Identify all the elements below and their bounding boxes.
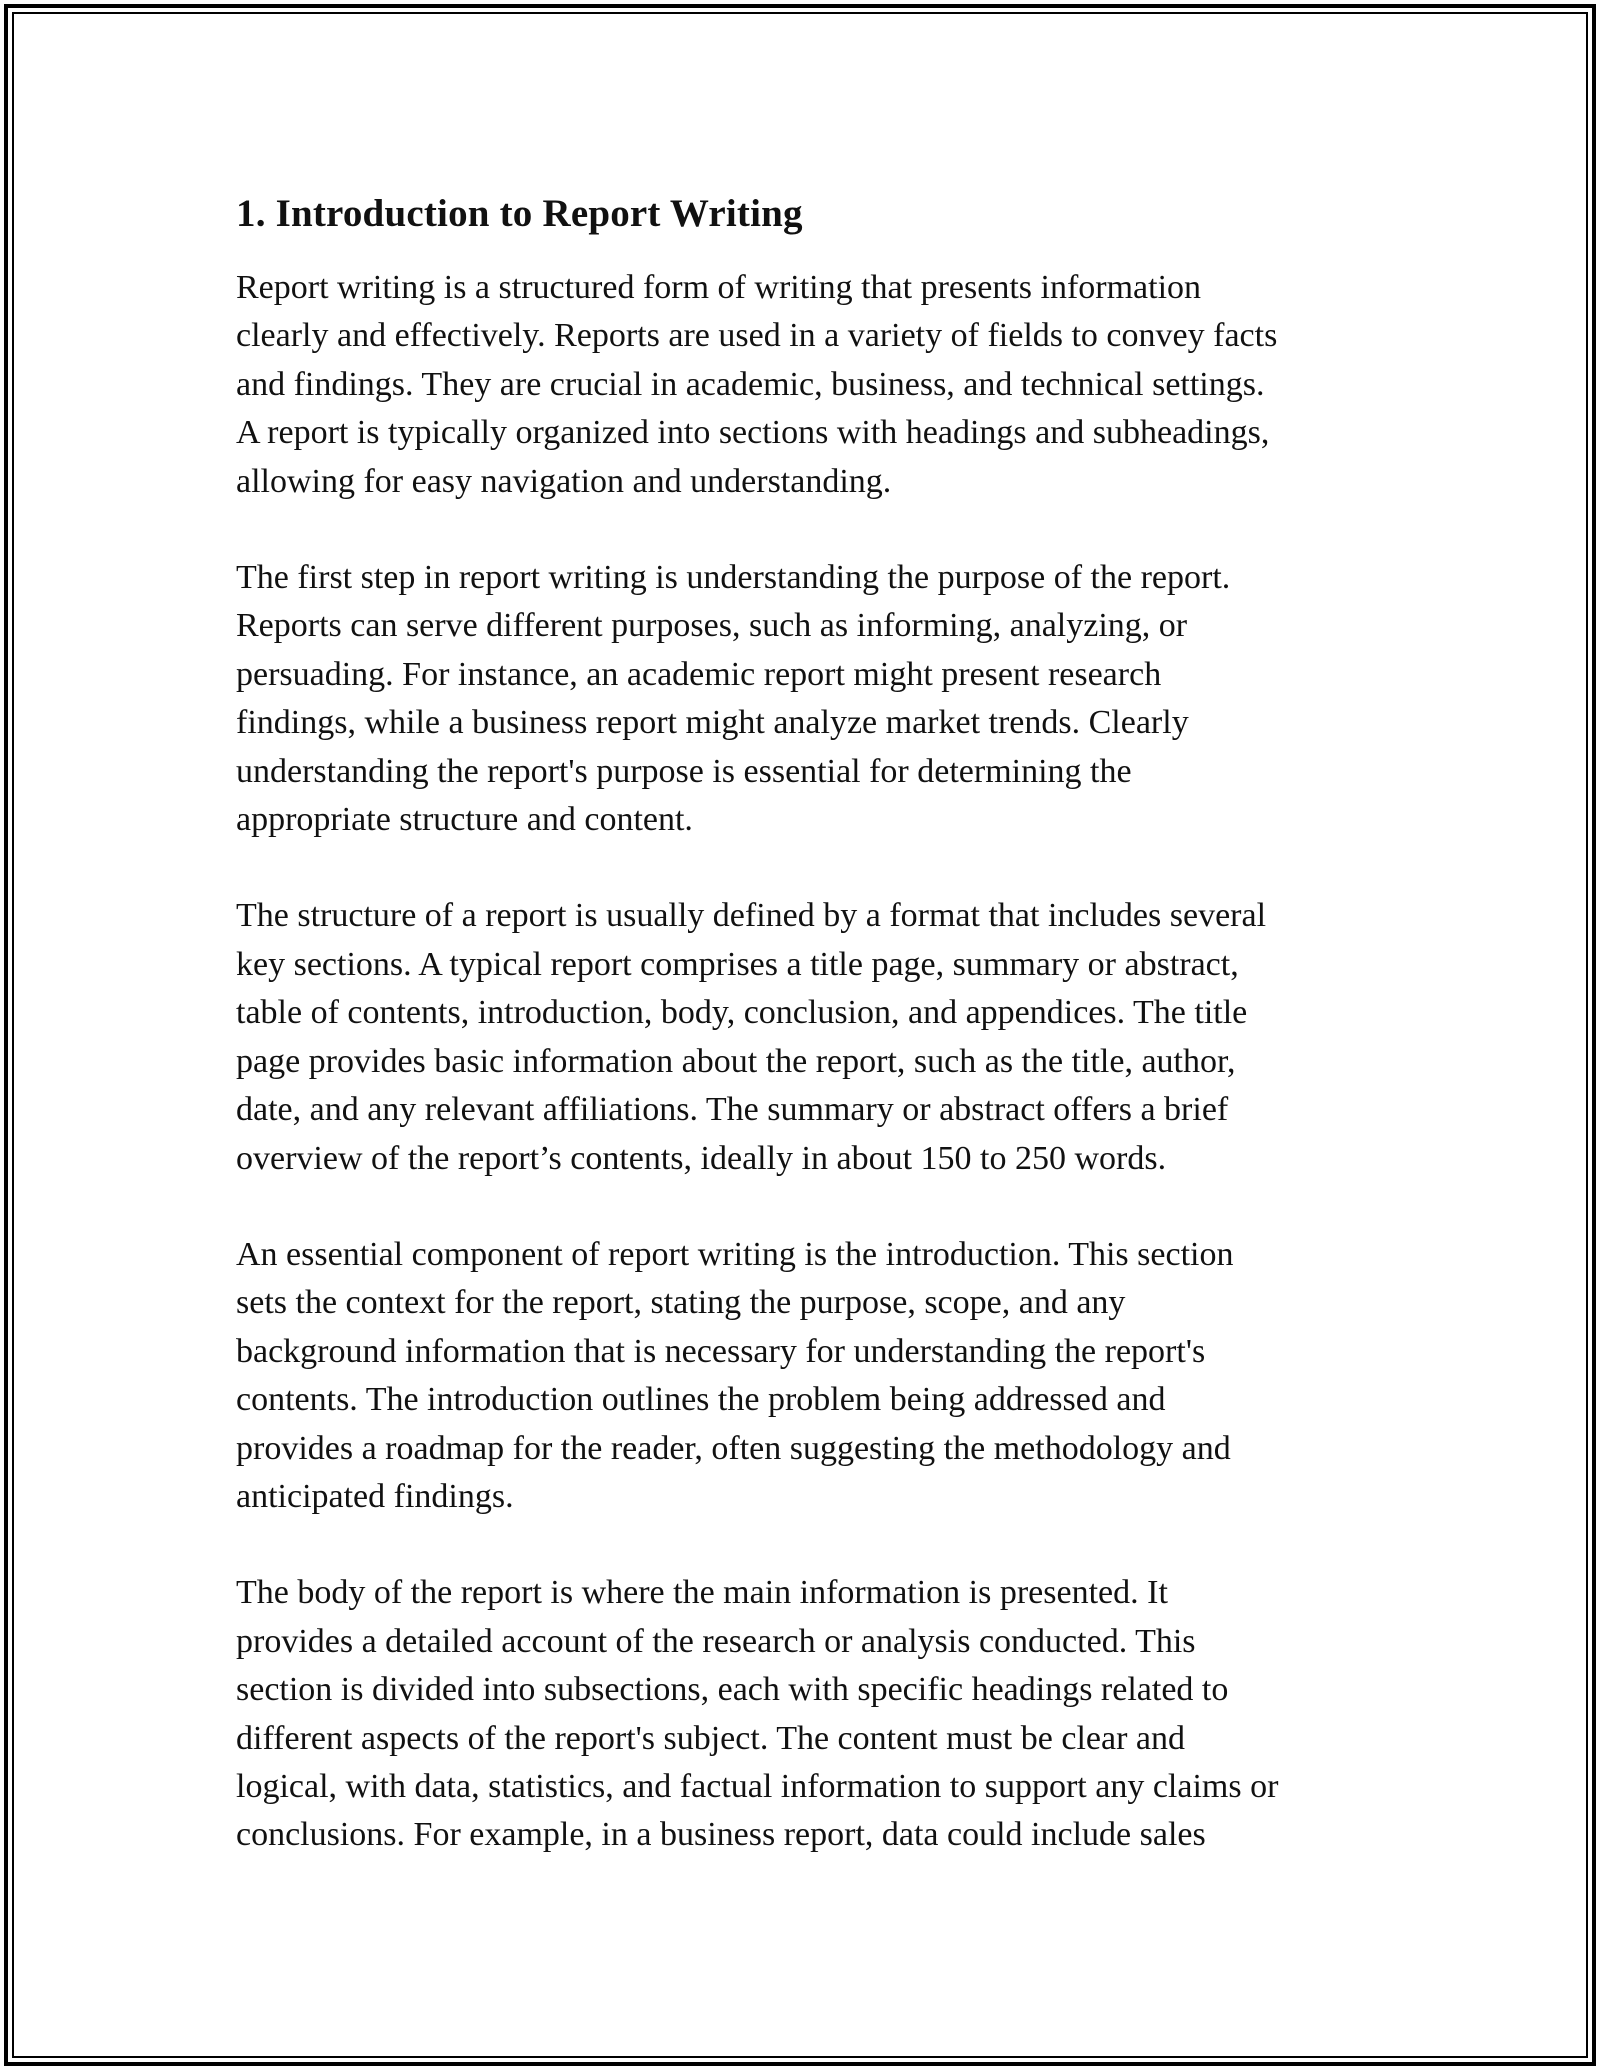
text-line: clearly and effectively. Reports are used in a variety of fields to convey facts	[236, 317, 1278, 355]
paragraph-introduction-section	[236, 1231, 1376, 1521]
text-line: Report writing is a structured form of writing that presents information	[236, 269, 1202, 306]
text-line: overview of the report’s contents, ideally in about 150 to 250 words.	[236, 1139, 1167, 1177]
text-line: and findings. They are crucial in academic, business, and technical settings.	[236, 365, 1265, 403]
text-line: key sections. A typical report comprises a title page, summary or abstract,	[236, 945, 1239, 983]
text-line: table of contents, introduction, body, conclusion, and appendices. The title	[236, 994, 1248, 1032]
text-line: provides a detailed account of the research or analysis conducted. This	[236, 1622, 1196, 1660]
text-line: findings, while a business report might analyze market trends. Clearly	[236, 704, 1189, 742]
text-line: appropriate structure and content.	[236, 801, 693, 839]
text-line: background information that is necessary for understanding the report's	[236, 1332, 1206, 1370]
text-line: conclusions. For example, in a business report, data could include sales	[236, 1816, 1206, 1854]
text-line: The structure of a report is usually defined by a format that includes several	[236, 897, 1267, 935]
paragraph-intro	[236, 264, 1376, 506]
text-line: sets the context for the report, stating the purpose, scope, and any	[236, 1284, 1126, 1322]
text-line: The body of the report is where the main information is presented. It	[236, 1574, 1168, 1612]
text-line: provides a roadmap for the reader, often suggesting the methodology and	[236, 1429, 1231, 1467]
text-line: An essential component of report writing is the introduction. This section	[236, 1235, 1234, 1273]
text-line: Reports can serve different purposes, such as informing, analyzing, or	[236, 607, 1188, 645]
section-heading: 1. Introduction to Report Writing	[236, 192, 803, 235]
text-line: understanding the report's purpose is essential for determining the	[236, 752, 1132, 790]
text-line: section is divided into subsections, each with specific headings related to	[236, 1671, 1229, 1709]
paragraph-purpose	[236, 554, 1376, 844]
text-line: page provides basic information about the report, such as the title, author,	[236, 1042, 1236, 1080]
text-line: persuading. For instance, an academic report might present research	[236, 655, 1162, 693]
paragraph-structure	[236, 892, 1376, 1182]
text-line: logical, with data, statistics, and factual information to support any claims or	[236, 1767, 1279, 1805]
text-line: contents. The introduction outlines the problem being addressed and	[236, 1381, 1166, 1419]
paragraph-body-section	[236, 1569, 1376, 1859]
text-line: different aspects of the report's subject. The content must be clear and	[236, 1719, 1185, 1757]
text-line: anticipated findings.	[236, 1477, 514, 1515]
text-line: date, and any relevant affiliations. The summary or abstract offers a brief	[236, 1091, 1229, 1129]
text-line: The first step in report writing is understanding the purpose of the report.	[236, 559, 1231, 597]
text-line: allowing for easy navigation and understanding.	[236, 462, 892, 500]
document-body	[236, 186, 1376, 1908]
text-line: A report is typically organized into sections with headings and subheadings,	[236, 414, 1270, 452]
